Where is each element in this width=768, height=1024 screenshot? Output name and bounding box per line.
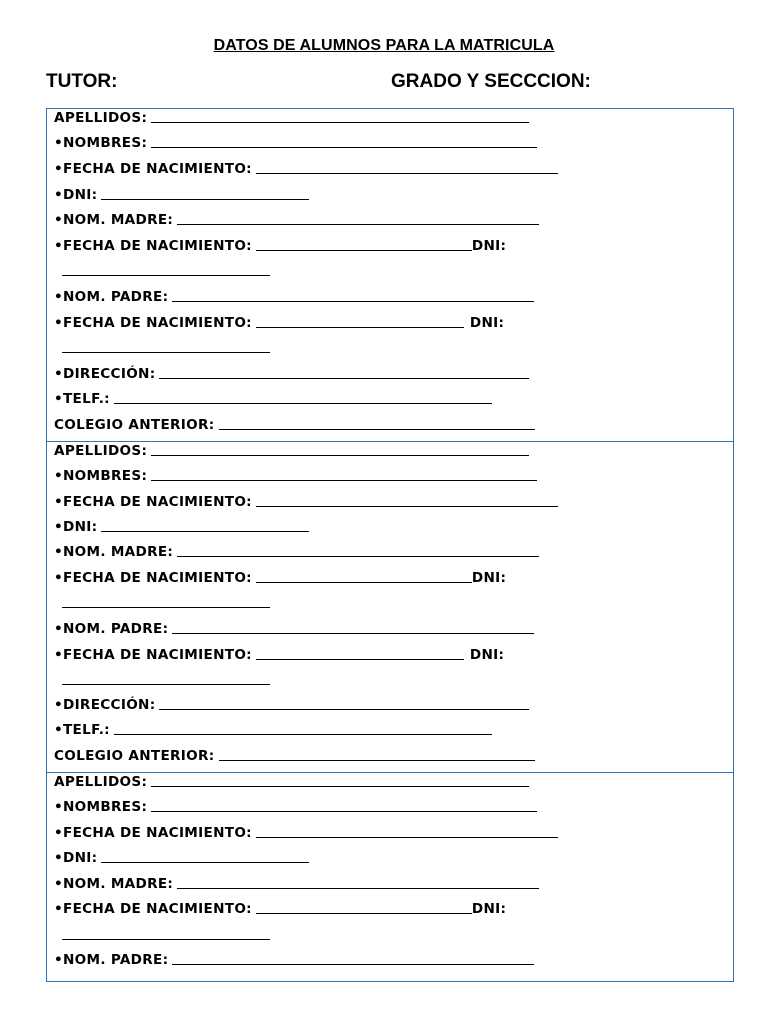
madre-dni-label: DNI: xyxy=(471,570,507,586)
nombres-row xyxy=(54,134,537,152)
direccion-label: •DIRECCIÓN: xyxy=(54,697,156,713)
nom-padre-label: •NOM. PADRE: xyxy=(54,289,169,305)
document-title: DATOS DE ALUMNOS PARA LA MATRICULA xyxy=(213,37,555,54)
nom-madre-blank[interactable] xyxy=(177,887,539,889)
madre-fecha-nacimiento-label: •FECHA DE NACIMIENTO: xyxy=(54,570,252,586)
padre-fecha-nacimiento-row xyxy=(54,314,504,332)
nom-padre-row xyxy=(54,620,534,638)
madre-fecha-nacimiento-row xyxy=(54,900,506,918)
padre-dni-blank[interactable] xyxy=(62,683,270,685)
madre-dni-blank[interactable] xyxy=(62,606,270,608)
fecha-nacimiento-blank[interactable] xyxy=(256,836,558,838)
fecha-nacimiento-row xyxy=(54,493,558,511)
fecha-nacimiento-blank[interactable] xyxy=(256,172,558,174)
madre-fecha-nacimiento-label: •FECHA DE NACIMIENTO: xyxy=(54,901,252,917)
colegio-anterior-blank[interactable] xyxy=(219,428,535,430)
telf-blank[interactable] xyxy=(114,402,492,404)
nombres-blank[interactable] xyxy=(151,479,537,481)
apellidos-row xyxy=(54,773,529,791)
fecha-nacimiento-row xyxy=(54,160,558,178)
dni-blank[interactable] xyxy=(101,861,309,863)
nombres-blank[interactable] xyxy=(151,810,537,812)
nom-padre-blank[interactable] xyxy=(172,963,534,965)
nombres-blank[interactable] xyxy=(151,146,537,148)
padre-dni-row xyxy=(54,339,270,357)
nom-madre-label: •NOM. MADRE: xyxy=(54,544,174,560)
nom-madre-row xyxy=(54,543,539,561)
nombres-label: •NOMBRES: xyxy=(54,799,148,815)
madre-dni-row xyxy=(54,926,270,944)
madre-dni-blank[interactable] xyxy=(62,274,270,276)
colegio-anterior-row xyxy=(54,747,535,765)
madre-fecha-nacimiento-row xyxy=(54,569,506,587)
grado-seccion-label: GRADO Y SECCCION: xyxy=(391,71,591,92)
colegio-anterior-label: COLEGIO ANTERIOR: xyxy=(54,748,215,764)
madre-fecha-nacimiento-blank[interactable] xyxy=(256,249,472,251)
dni-blank[interactable] xyxy=(101,530,309,532)
nombres-row xyxy=(54,467,537,485)
dni-label: •DNI: xyxy=(54,850,98,866)
nom-madre-row xyxy=(54,875,539,893)
apellidos-row xyxy=(54,109,529,127)
student-form-section-2 xyxy=(46,441,734,773)
fecha-nacimiento-label: •FECHA DE NACIMIENTO: xyxy=(54,494,252,510)
colegio-anterior-row xyxy=(54,416,535,434)
direccion-label: •DIRECCIÓN: xyxy=(54,366,156,382)
nom-padre-blank[interactable] xyxy=(172,300,534,302)
apellidos-label: APELLIDOS: xyxy=(54,110,148,126)
telf-row xyxy=(54,390,492,408)
tutor-label: TUTOR: xyxy=(46,71,118,92)
direccion-blank[interactable] xyxy=(159,708,529,710)
apellidos-blank[interactable] xyxy=(151,121,529,123)
apellidos-row xyxy=(54,442,529,460)
madre-dni-row xyxy=(54,262,270,280)
dni-label: •DNI: xyxy=(54,187,98,203)
direccion-row xyxy=(54,365,529,383)
nom-padre-blank[interactable] xyxy=(172,632,534,634)
padre-fecha-nacimiento-row xyxy=(54,646,504,664)
telf-row xyxy=(54,721,492,739)
padre-fecha-nacimiento-label: •FECHA DE NACIMIENTO: xyxy=(54,315,252,331)
apellidos-blank[interactable] xyxy=(151,785,529,787)
direccion-blank[interactable] xyxy=(159,377,529,379)
apellidos-label: APELLIDOS: xyxy=(54,443,148,459)
apellidos-blank[interactable] xyxy=(151,454,529,456)
nombres-row xyxy=(54,798,537,816)
padre-fecha-nacimiento-label: •FECHA DE NACIMIENTO: xyxy=(54,647,252,663)
madre-fecha-nacimiento-row xyxy=(54,237,506,255)
nom-padre-label: •NOM. PADRE: xyxy=(54,952,169,968)
telf-label: •TELF.: xyxy=(54,722,110,738)
nom-padre-row xyxy=(54,288,534,306)
direccion-row xyxy=(54,696,529,714)
student-form-section-1 xyxy=(46,108,734,442)
nom-madre-label: •NOM. MADRE: xyxy=(54,876,174,892)
madre-dni-row xyxy=(54,594,270,612)
fecha-nacimiento-label: •FECHA DE NACIMIENTO: xyxy=(54,161,252,177)
padre-dni-blank[interactable] xyxy=(62,351,270,353)
telf-blank[interactable] xyxy=(114,733,492,735)
nom-madre-row xyxy=(54,211,539,229)
student-form-section-3 xyxy=(46,772,734,982)
nom-madre-blank[interactable] xyxy=(177,555,539,557)
dni-blank[interactable] xyxy=(101,198,309,200)
padre-dni-row xyxy=(54,671,270,689)
madre-dni-blank[interactable] xyxy=(62,938,270,940)
dni-row xyxy=(54,186,309,204)
nom-madre-blank[interactable] xyxy=(177,223,539,225)
fecha-nacimiento-label: •FECHA DE NACIMIENTO: xyxy=(54,825,252,841)
telf-label: •TELF.: xyxy=(54,391,110,407)
nom-padre-label: •NOM. PADRE: xyxy=(54,621,169,637)
padre-fecha-nacimiento-blank[interactable] xyxy=(256,658,464,660)
fecha-nacimiento-row xyxy=(54,824,558,842)
padre-fecha-nacimiento-blank[interactable] xyxy=(256,326,464,328)
madre-fecha-nacimiento-blank[interactable] xyxy=(256,581,472,583)
padre-dni-label: DNI: xyxy=(469,315,505,331)
madre-dni-label: DNI: xyxy=(471,901,507,917)
dni-label: •DNI: xyxy=(54,519,98,535)
colegio-anterior-blank[interactable] xyxy=(219,759,535,761)
madre-dni-label: DNI: xyxy=(471,238,507,254)
fecha-nacimiento-blank[interactable] xyxy=(256,505,558,507)
nombres-label: •NOMBRES: xyxy=(54,135,148,151)
nom-madre-label: •NOM. MADRE: xyxy=(54,212,174,228)
apellidos-label: APELLIDOS: xyxy=(54,774,148,790)
padre-dni-label: DNI: xyxy=(469,647,505,663)
nom-padre-row xyxy=(54,951,534,969)
dni-row xyxy=(54,849,309,867)
colegio-anterior-label: COLEGIO ANTERIOR: xyxy=(54,417,215,433)
dni-row xyxy=(54,518,309,536)
madre-fecha-nacimiento-label: •FECHA DE NACIMIENTO: xyxy=(54,238,252,254)
madre-fecha-nacimiento-blank[interactable] xyxy=(256,912,472,914)
nombres-label: •NOMBRES: xyxy=(54,468,148,484)
